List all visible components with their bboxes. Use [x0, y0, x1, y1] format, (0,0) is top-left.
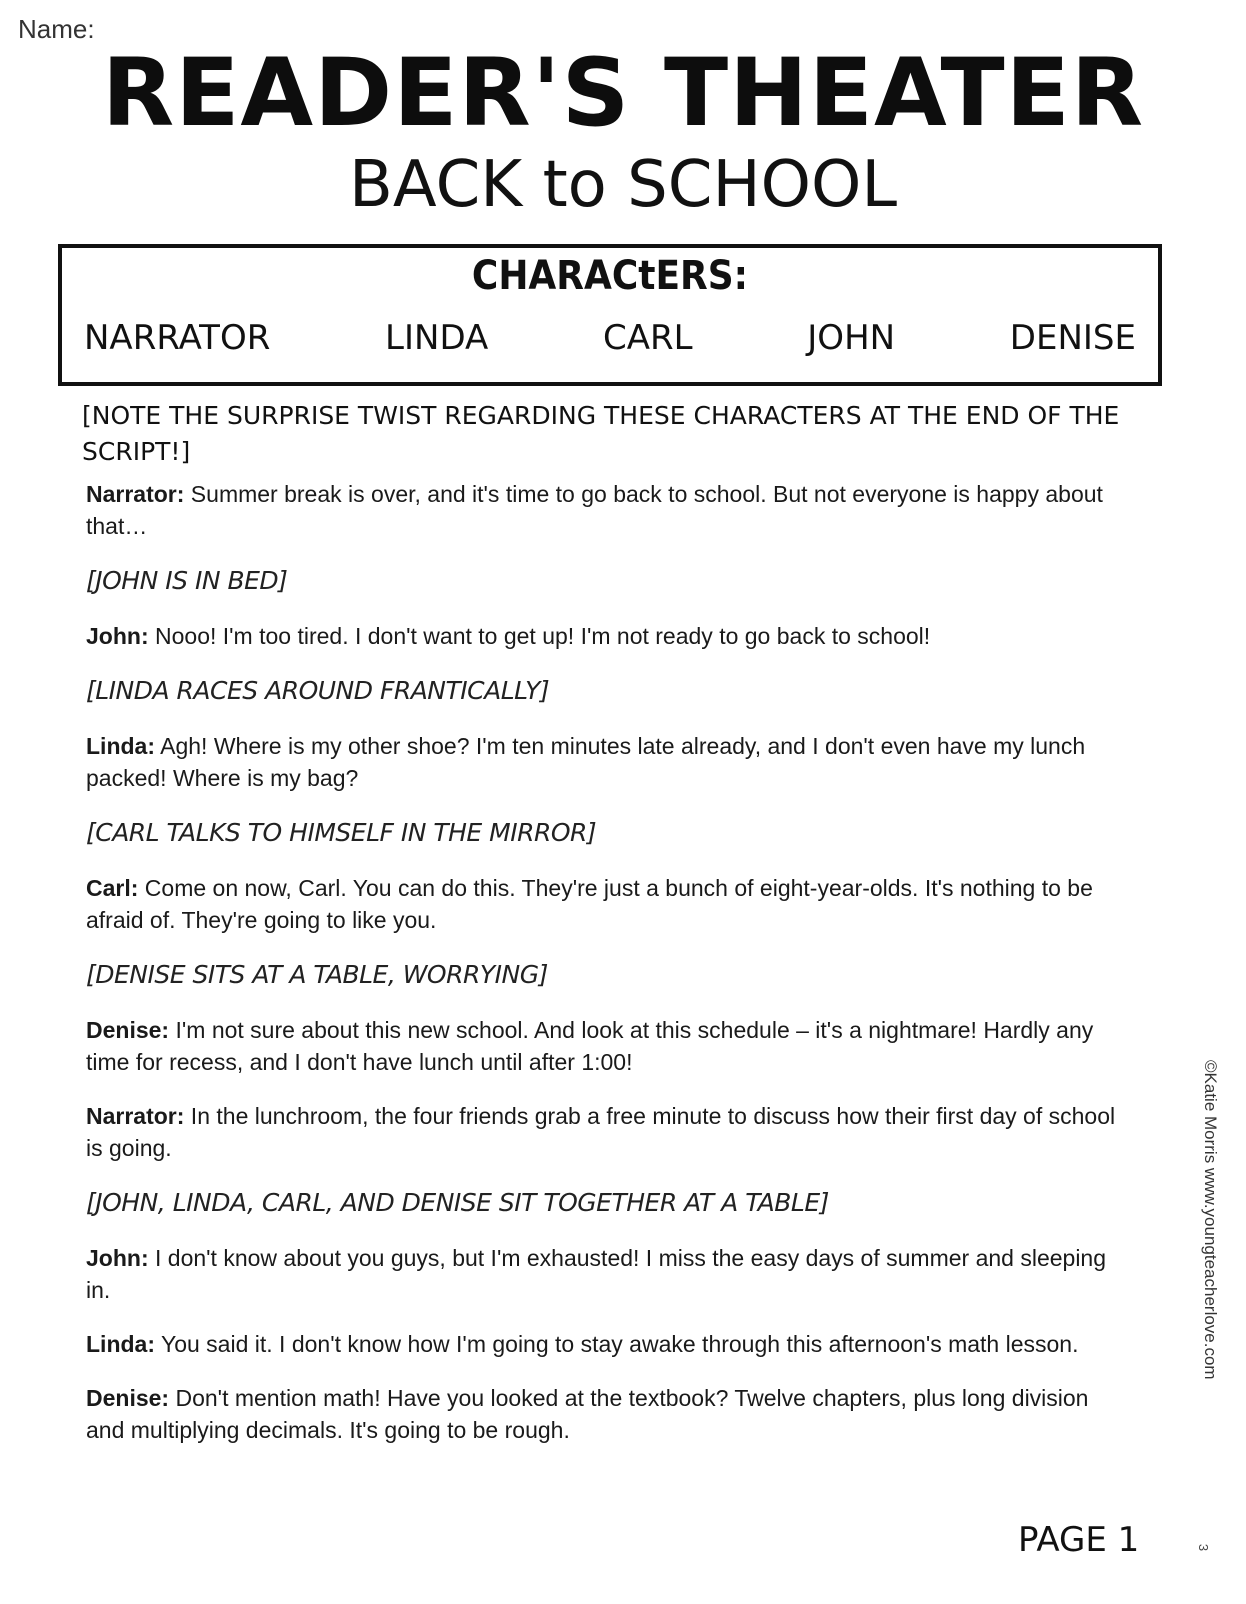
speaker-label: Linda:: [86, 1331, 155, 1357]
script-line: [86, 478, 1126, 542]
stage-direction: [JOHN IS IN BED]: [86, 566, 288, 595]
script-line: [86, 1328, 1126, 1360]
speaker-label: John:: [86, 1245, 149, 1271]
stage-direction: [CARL TALKS TO HIMSELF IN THE MIRROR]: [86, 818, 597, 847]
speaker-label: Carl:: [86, 875, 139, 901]
speaker-label: John:: [86, 623, 149, 649]
stage-direction: [LINDA RACES AROUND FRANTICALLY]: [86, 676, 550, 705]
character-john: JOHN: [807, 318, 896, 358]
speaker-label: Narrator:: [86, 481, 185, 507]
line-text: I'm not sure about this new school. And look at this schedule – it's a nightmare! Hardly any time for recess, and I don't have lunch until after 1:00!: [86, 1017, 1094, 1075]
speaker-label: Denise:: [86, 1385, 170, 1411]
speaker-label: Linda:: [86, 733, 155, 759]
line-text: Agh! Where is my other shoe? I'm ten minutes late already, and I don't even have my lunch packed! Where is my bag?: [86, 733, 1086, 791]
script-body: [82, 398, 1126, 1468]
stage-direction: [JOHN, LINDA, CARL, AND DENISE SIT TOGETHER AT A TABLE]: [86, 1188, 829, 1217]
line-text: Summer break is over, and it's time to go back to school. But not everyone is happy about that…: [86, 481, 1103, 539]
line-text: I don't know about you guys, but I'm exhausted! I miss the easy days of summer and sleeping in.: [86, 1245, 1107, 1303]
stage-direction: [DENISE SITS AT A TABLE, WORRYING]: [86, 960, 548, 989]
page-subtitle: BACK to SCHOOL: [349, 148, 897, 222]
characters-heading: CHARACtERS:: [471, 253, 749, 299]
script-line: [86, 872, 1126, 936]
page-number-small: 3: [1196, 1543, 1212, 1552]
line-text: Nooo! I'm too tired. I don't want to get up! I'm not ready to go back to school!: [148, 623, 931, 649]
character-denise: DENISE: [1009, 318, 1136, 358]
script-line: [86, 1100, 1126, 1164]
speaker-label: Narrator:: [86, 1103, 185, 1129]
script-line: [86, 1242, 1126, 1306]
script-line: [86, 1382, 1126, 1446]
script-line: [86, 730, 1126, 794]
script-line: [86, 1014, 1126, 1078]
line-text: You said it. I don't know how I'm going to stay awake through this afternoon's math lesson.: [155, 1331, 1079, 1357]
script-note: [NOTE THE SURPRISE TWIST REGARDING THESE CHARACTERS AT THE END OF THE SCRIPT!]: [82, 401, 1120, 466]
speaker-label: Denise:: [86, 1017, 170, 1043]
characters-list: [84, 318, 1136, 359]
script-line: [86, 620, 1126, 652]
character-carl: CARL: [603, 318, 693, 358]
page-number: PAGE 1: [1018, 1520, 1140, 1560]
character-linda: LINDA: [385, 318, 489, 358]
line-text: In the lunchroom, the four friends grab a free minute to discuss how their first day of school is going.: [86, 1103, 1116, 1161]
character-narrator: NARRATOR: [84, 318, 271, 358]
name-label: Name:: [18, 14, 95, 44]
line-text: Don't mention math! Have you looked at the textbook? Twelve chapters, plus long division and multiplying decimals. It's going to be rough.: [86, 1385, 1089, 1443]
line-text: Come on now, Carl. You can do this. They're just a bunch of eight-year-olds. It's nothing to be afraid of. They're going to like you.: [86, 875, 1093, 933]
page-title: READER'S THEATER: [101, 39, 1145, 148]
characters-box: [58, 244, 1162, 386]
side-credit-text: ©Katie Morris www.youngteacherlove.com: [1201, 1060, 1220, 1380]
side-credit: [1196, 1060, 1226, 1560]
